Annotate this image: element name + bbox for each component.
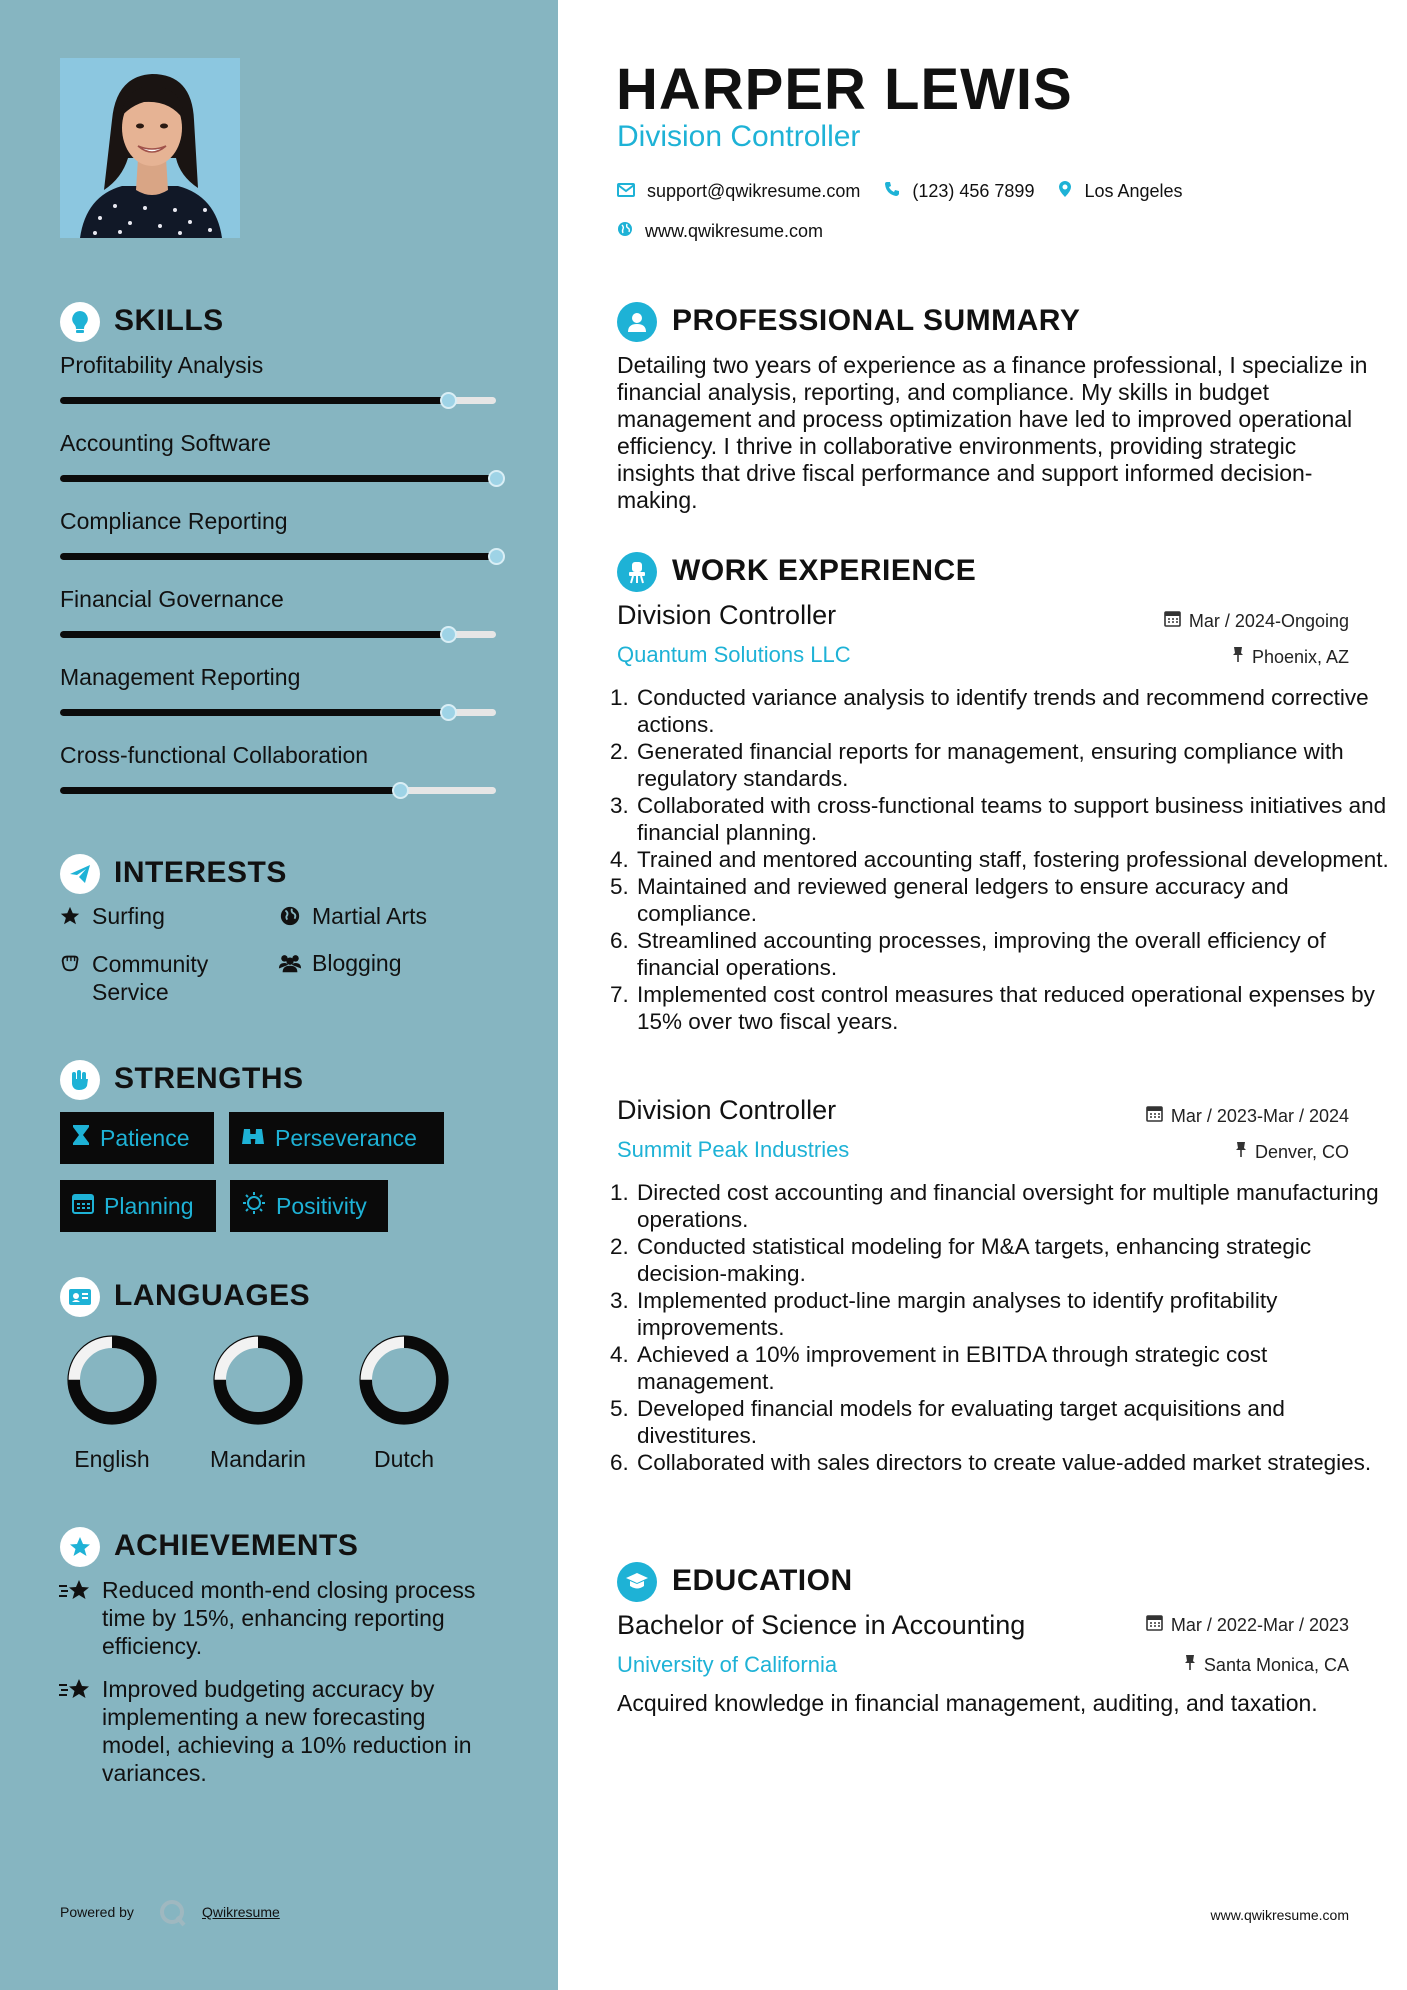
skill-label: Profitability Analysis xyxy=(60,352,264,378)
skill-bar xyxy=(60,397,496,404)
website-row xyxy=(617,221,823,242)
interest-item xyxy=(278,950,498,977)
strength-badge xyxy=(60,1180,216,1232)
interest-label: Community Service xyxy=(92,951,209,1005)
hourglass-icon xyxy=(72,1124,90,1152)
pushpin-icon xyxy=(1232,646,1244,668)
responsibility-item: 3. Implemented product-line margin analyses to identify profitability improvements. xyxy=(635,1287,1395,1341)
degree-title: Bachelor of Science in Accounting xyxy=(617,1610,1026,1640)
skill-bar-knob xyxy=(392,782,409,799)
responsibility-item: 4. Achieved a 10% improvement in EBITDA through strategic cost management. xyxy=(635,1341,1395,1395)
location-text: Los Angeles xyxy=(1084,181,1183,201)
responsibility-item: 5. Maintained and reviewed general ledgers to ensure accuracy and compliance. xyxy=(635,873,1395,927)
job-title: Division Controller xyxy=(617,600,837,630)
skill-bar-fill xyxy=(60,397,448,404)
fist-icon xyxy=(60,1060,100,1100)
job-responsibilities xyxy=(617,1179,1395,1476)
strength-label: Positivity xyxy=(276,1192,367,1219)
website-link[interactable]: www.qwikresume.com xyxy=(645,221,824,241)
strength-label: Patience xyxy=(100,1124,190,1151)
job-location-text: Denver, CO xyxy=(1254,1141,1349,1162)
user-icon xyxy=(617,302,657,342)
responsibility-item: 7. Implemented cost control measures that reduced operational expenses by 15% over two fiscal years. xyxy=(635,981,1395,1035)
map-pin-icon xyxy=(1058,180,1072,203)
phone-number[interactable]: (123) 456 7899 xyxy=(912,181,1035,201)
language-label: English xyxy=(74,1446,150,1472)
achievements-title: ACHIEVEMENTS xyxy=(114,1529,359,1562)
education-title: EDUCATION xyxy=(672,1564,853,1597)
calendar-icon xyxy=(72,1192,94,1220)
language-ring xyxy=(62,1330,162,1435)
pushpin-icon xyxy=(1184,1654,1196,1676)
hand-icon xyxy=(58,951,82,975)
calendar-icon xyxy=(1164,610,1181,632)
profile-photo xyxy=(60,58,240,238)
language-ring-outline xyxy=(68,1336,156,1424)
skill-bar-knob xyxy=(488,548,505,565)
responsibility-item: 5. Developed financial models for evaluating target acquisitions and divestitures. xyxy=(635,1395,1395,1449)
skill-label: Management Reporting xyxy=(60,664,301,690)
globe-icon xyxy=(617,221,633,242)
responsibility-item: 3. Collaborated with cross-functional teams to support business initiatives and financial planning. xyxy=(635,792,1395,846)
language-ring-chart xyxy=(208,1330,308,1430)
job-location xyxy=(1235,1141,1349,1163)
interests-title: INTERESTS xyxy=(114,856,287,889)
interest-item xyxy=(58,950,258,1006)
job-dates xyxy=(1146,1105,1349,1127)
skill-label: Cross-functional Collaboration xyxy=(60,742,369,768)
main-content xyxy=(558,0,1407,1990)
experience-title: WORK EXPERIENCE xyxy=(672,554,977,587)
language-ring xyxy=(354,1330,454,1435)
strength-badge xyxy=(230,1180,388,1232)
education-dates xyxy=(1146,1614,1349,1636)
skill-bar-fill xyxy=(60,709,448,716)
calendar-icon xyxy=(1146,1105,1163,1127)
skill-bar xyxy=(60,475,496,482)
paper-plane-icon xyxy=(60,854,100,894)
language-ring-outline xyxy=(214,1336,302,1424)
users-icon xyxy=(278,951,302,975)
id-card-icon xyxy=(60,1277,100,1317)
globe-icon xyxy=(278,904,302,928)
calendar-icon xyxy=(1146,1614,1163,1636)
language-ring-chart xyxy=(62,1330,162,1430)
interest-item xyxy=(278,903,498,930)
skill-bar xyxy=(60,787,496,794)
responsibility-item: 1. Conducted variance analysis to identify trends and recommend corrective actions. xyxy=(635,684,1395,738)
star-badge-icon xyxy=(60,1527,100,1567)
shooting-star-icon xyxy=(58,1578,92,1660)
company-name: Quantum Solutions LLC xyxy=(617,642,851,667)
job-location-text: Phoenix, AZ xyxy=(1251,646,1349,667)
lightbulb-icon xyxy=(60,302,100,342)
envelope-icon xyxy=(617,181,635,202)
skill-label: Financial Governance xyxy=(60,586,284,612)
job-dates xyxy=(1164,610,1349,632)
language-ring xyxy=(208,1330,308,1435)
responsibility-item: 6. Collaborated with sales directors to create value-added market strategies. xyxy=(635,1449,1395,1476)
strength-label: Perseverance xyxy=(275,1124,417,1151)
skill-bar-fill xyxy=(60,553,496,560)
skill-bar-fill xyxy=(60,787,400,794)
sidebar xyxy=(0,0,558,1990)
language-label: Mandarin xyxy=(210,1446,306,1472)
footer-website-link[interactable]: www.qwikresume.com xyxy=(1210,1907,1349,1923)
candidate-name: HARPER LEWIS xyxy=(616,57,1073,122)
achievement-text: Reduced month-end closing process time by 15%, enhancing reporting efficiency. xyxy=(102,1577,476,1659)
education-description: Acquired knowledge in financial management, auditing, and taxation. xyxy=(617,1690,1318,1716)
skill-bar-knob xyxy=(488,470,505,487)
strengths-title: STRENGTHS xyxy=(114,1062,304,1095)
achievement-item xyxy=(58,1576,498,1660)
candidate-role: Division Controller xyxy=(617,120,861,153)
skill-bar-knob xyxy=(440,626,457,643)
job-responsibilities xyxy=(617,684,1395,1035)
skill-bar xyxy=(60,709,496,716)
responsibility-item: 4. Trained and mentored accounting staff, fostering professional development. xyxy=(635,846,1395,873)
school-name: University of California xyxy=(617,1652,838,1677)
interest-label: Blogging xyxy=(312,950,402,976)
strength-badge xyxy=(229,1112,444,1164)
education-location xyxy=(1184,1654,1349,1676)
strength-label: Planning xyxy=(104,1192,194,1219)
education-dates-text: Mar / 2022-Mar / 2023 xyxy=(1170,1614,1349,1635)
skill-label: Accounting Software xyxy=(60,430,271,456)
qwikresume-link[interactable]: Qwikresume xyxy=(202,1904,280,1920)
interest-label: Martial Arts xyxy=(312,903,428,929)
languages-title: LANGUAGES xyxy=(114,1279,311,1312)
skill-bar-knob xyxy=(440,392,457,409)
language-ring-chart xyxy=(354,1330,454,1430)
powered-by-text: Powered by xyxy=(60,1904,134,1920)
skill-bar-fill xyxy=(60,631,448,638)
contact-row xyxy=(617,180,1183,203)
summary-title: PROFESSIONAL SUMMARY xyxy=(672,304,1081,337)
achievement-item xyxy=(58,1675,498,1787)
skill-bar-knob xyxy=(440,704,457,721)
skill-bar xyxy=(60,553,496,560)
graduation-cap-icon xyxy=(617,1562,657,1602)
interest-item xyxy=(58,903,258,930)
strength-badge xyxy=(60,1112,214,1164)
sun-icon xyxy=(242,1191,266,1221)
phone-icon xyxy=(884,181,900,202)
language-label: Dutch xyxy=(373,1446,435,1472)
summary-text: Detailing two years of experience as a finance professional, I specialize in financial analysis, reporting, and compliance. My skills in budget management and process optimization have led to improved operational efficiency. I thrive in collaborative environments, providing strategic insights that drive fiscal performance and support informed decision-making. xyxy=(617,352,1368,513)
responsibility-item: 6. Streamlined accounting processes, improving the overall efficiency of financial operations. xyxy=(635,927,1395,981)
achievement-text: Improved budgeting accuracy by implementing a new forecasting model, achieving a 10% reduction in variances. xyxy=(102,1676,472,1786)
interest-label: Surfing xyxy=(92,903,165,929)
job-location xyxy=(1232,646,1349,668)
language-ring-outline xyxy=(360,1336,448,1424)
binoculars-icon xyxy=(241,1125,265,1152)
education-location-text: Santa Monica, CA xyxy=(1203,1654,1349,1675)
skill-label: Compliance Reporting xyxy=(60,508,288,534)
skills-title: SKILLS xyxy=(114,304,224,337)
star-icon xyxy=(58,904,82,928)
email-link[interactable]: support@qwikresume.com xyxy=(647,181,861,201)
skill-bar xyxy=(60,631,496,638)
pushpin-icon xyxy=(1235,1141,1247,1163)
qwikresume-logo-icon xyxy=(158,1898,188,1933)
job-dates-text: Mar / 2023-Mar / 2024 xyxy=(1170,1105,1349,1126)
company-name: Summit Peak Industries xyxy=(617,1137,850,1162)
responsibility-item: 2. Generated financial reports for management, ensuring compliance with regulatory standards. xyxy=(635,738,1395,792)
responsibility-item: 2. Conducted statistical modeling for M&A targets, enhancing strategic decision-making. xyxy=(635,1233,1395,1287)
chair-icon xyxy=(617,552,657,592)
skill-bar-fill xyxy=(60,475,496,482)
shooting-star-icon xyxy=(58,1677,92,1787)
responsibility-item: 1. Directed cost accounting and financial oversight for multiple manufacturing operations. xyxy=(635,1179,1395,1233)
job-dates-text: Mar / 2024-Ongoing xyxy=(1188,610,1349,631)
job-title: Division Controller xyxy=(617,1095,837,1125)
